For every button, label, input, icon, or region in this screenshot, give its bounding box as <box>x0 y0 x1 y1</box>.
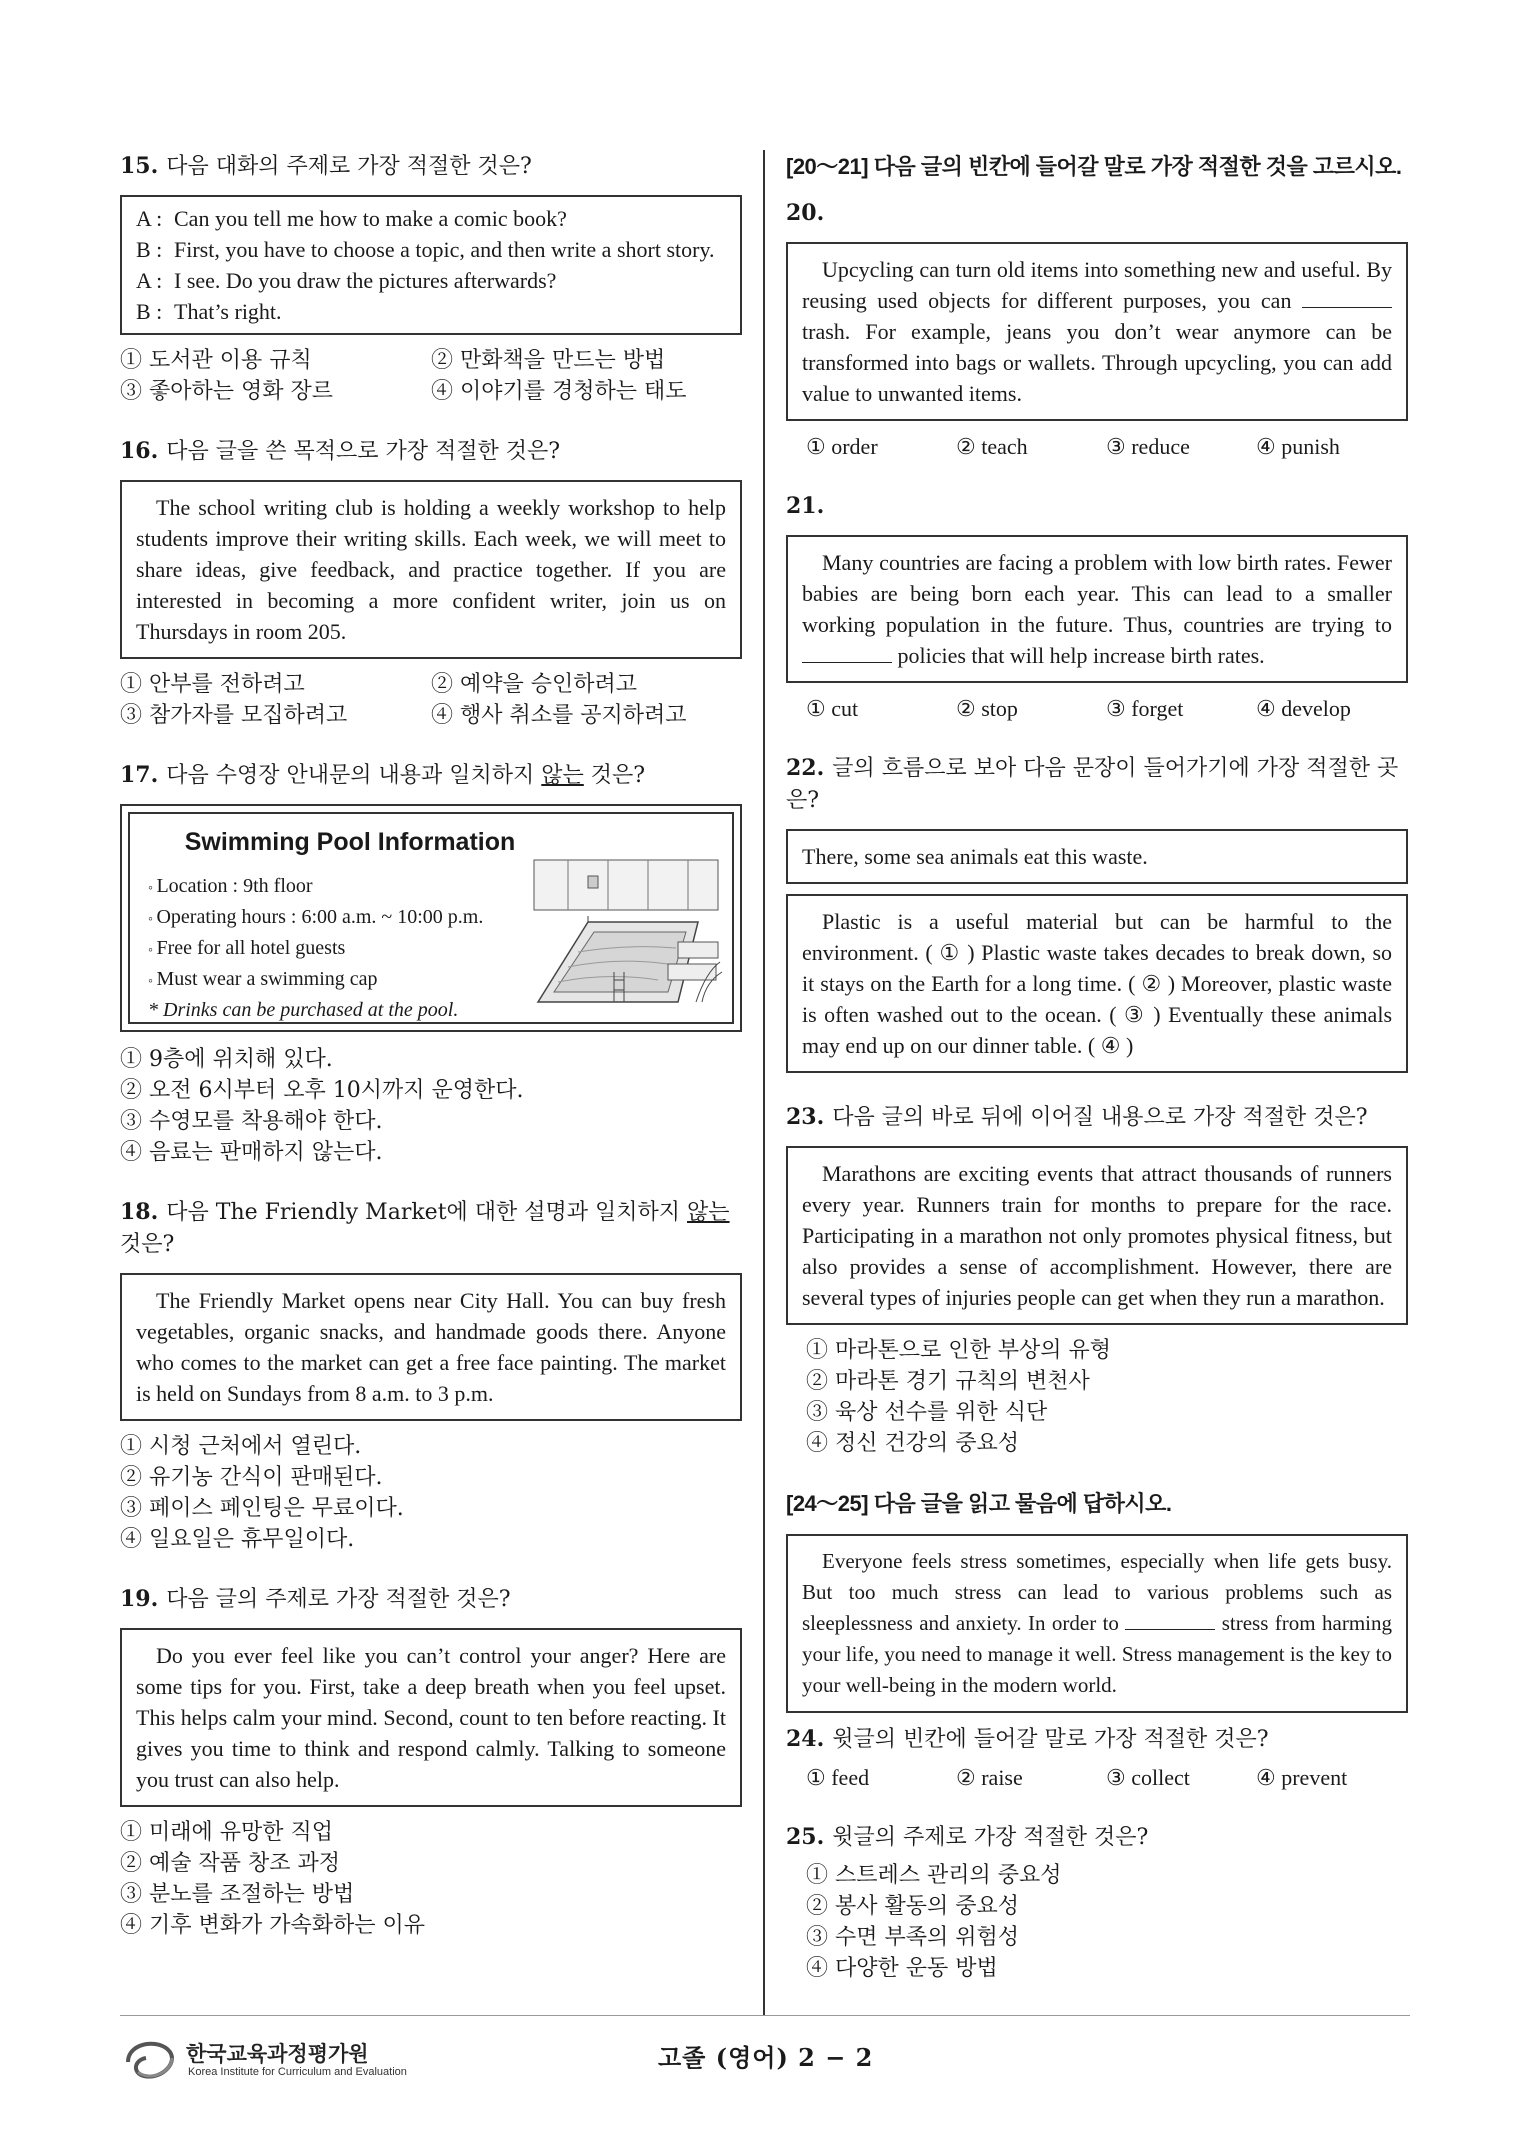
left-column <box>120 150 742 1969</box>
question-number: 17. <box>120 762 159 788</box>
option-1[interactable]: ① 미래에 유망한 직업 <box>120 1820 333 1845</box>
question-number: 16. <box>120 438 159 464</box>
passage-text: Everyone feels stress sometimes, especially when life gets busy. But too much stress can lead to various problems such as sleeplessness and anxiety. In order to stress from harming your life, you need to manage it well. Stress management is the key to your well-being in the modern world. <box>802 1549 1392 1697</box>
passage-text: The school writing club is holding a weekly workshop to help students improve their writing skills. Each week, we will meet to share ideas, give feedback, and practice together. If you are interested in becoming a more confident writer, join us on Thursdays in room 205. <box>136 495 726 644</box>
option-4[interactable]: ④ 행사 취소를 공지하려고 <box>431 703 687 728</box>
page-footer <box>120 2032 1410 2092</box>
question-text: 글의 흐름으로 보아 다음 문장이 들어가기에 가장 적절한 곳은? <box>786 756 1399 813</box>
answer-options <box>120 1044 742 1168</box>
option-1[interactable]: ① 마라톤으로 인한 부상의 유형 <box>806 1338 1111 1363</box>
option-2[interactable]: ② 마라톤 경기 규칙의 변천사 <box>806 1369 1090 1394</box>
passage-box <box>786 1146 1408 1325</box>
page-number: 고졸 (영어) 2 − 2 <box>658 2043 874 2072</box>
section-heading-20-21: [20～21] 다음 글의 빈칸에 들어갈 말로 가장 적절한 것을 고르시오. <box>786 154 1402 179</box>
given-sentence-box <box>786 829 1408 884</box>
answer-options <box>120 1431 742 1555</box>
passage-box <box>786 1534 1408 1713</box>
passage-text: Upcycling can turn old items into something new and useful. By reusing used objects for different purposes, you can trash. For example, jeans you don’t wear anymore can be transformed into bags or wallets. Through upcycling, you can add value to unwanted items. <box>802 257 1392 406</box>
passage-text: Many countries are facing a problem with low birth rates. Fewer babies are being born each year. This can lead to a smaller working population in the future. Thus, countries are trying to policies that will help increase birth rates. <box>802 550 1392 668</box>
underlined-word: 않는 <box>687 1200 730 1225</box>
given-sentence: There, some sea animals eat this waste. <box>802 844 1148 869</box>
kice-logo <box>120 2032 410 2088</box>
question-number: 22. <box>786 755 825 781</box>
option-1[interactable]: ① 시청 근처에서 열린다. <box>120 1434 362 1459</box>
option-2[interactable]: ② 만화책을 만드는 방법 <box>431 348 666 373</box>
option-4[interactable]: ④ 음료는 판매하지 않는다. <box>120 1140 383 1165</box>
dialog-line: A : I see. Do you draw the pictures afterwards? <box>136 268 557 293</box>
answer-options <box>786 1335 1408 1459</box>
kice-logo-icon <box>120 2032 180 2088</box>
passage-box <box>786 535 1408 683</box>
question-20-stem <box>786 197 1408 230</box>
passage-box <box>786 894 1408 1073</box>
question-number: 21. <box>786 493 825 519</box>
answer-options <box>120 669 742 731</box>
option-1[interactable]: ① 도서관 이용 규칙 <box>120 348 312 373</box>
option-3[interactable]: ③ 페이스 페인팅은 무료이다. <box>120 1496 404 1521</box>
passage-box <box>120 1273 742 1421</box>
pool-illustration <box>528 852 724 1018</box>
dialog-line: B : First, you have to choose a topic, and then write a short story. <box>136 237 715 262</box>
underlined-word: 않는 <box>541 763 584 788</box>
question-25-stem <box>786 1821 1408 1854</box>
question-text: 윗글의 주제로 가장 적절한 것은? <box>832 1825 1149 1850</box>
option-1[interactable]: ① order <box>806 434 878 459</box>
option-2[interactable]: ② teach <box>956 434 1028 459</box>
option-3[interactable]: ③ 육상 선수를 위한 식단 <box>806 1400 1048 1425</box>
option-4[interactable]: ④ 정신 건강의 중요성 <box>806 1431 1019 1456</box>
option-4[interactable]: ④ develop <box>1256 696 1351 721</box>
option-3[interactable]: ③ 수면 부족의 위험성 <box>806 1925 1019 1950</box>
option-4[interactable]: ④ 기후 변화가 가속화하는 이유 <box>120 1913 425 1938</box>
option-3[interactable]: ③ 좋아하는 영화 장르 <box>120 379 333 404</box>
question-text: 다음 글의 바로 뒤에 이어질 내용으로 가장 적절한 것은? <box>832 1105 1368 1130</box>
answer-options <box>120 345 742 407</box>
answer-options <box>786 693 1408 724</box>
question-number: 18. <box>120 1199 159 1225</box>
passage-text: Do you ever feel like you can’t control your anger? Here are some tips for you. First, take a deep breath when you feel upset. This helps calm your mind. Second, count to ten before reacting. It gives you time to think and respond calmly. Talking to someone you trust can also help. <box>136 1643 726 1792</box>
answer-options <box>786 1762 1408 1793</box>
option-3[interactable]: ③ reduce <box>1106 434 1190 459</box>
answer-blank <box>802 644 892 663</box>
option-4[interactable]: ④ 다양한 운동 방법 <box>806 1956 998 1981</box>
question-number: 20. <box>786 200 825 226</box>
pool-notice <box>120 804 742 1032</box>
answer-blank <box>1302 289 1392 308</box>
passage-text: Marathons are exciting events that attract thousands of runners every year. Runners train for months to prepare for the race. Participating in a marathon not only promotes physical fitness, but also provides a sense of accomplishment. However, there are several types of injuries people can get when they run a marathon. <box>802 1161 1392 1310</box>
question-15-stem <box>120 150 742 183</box>
option-2[interactable]: ② raise <box>956 1765 1023 1790</box>
question-24-stem <box>786 1723 1408 1756</box>
dialog-box <box>120 195 742 335</box>
passage-box <box>120 480 742 659</box>
question-19-stem <box>120 1583 742 1616</box>
notice-item: ◦ Free for all hotel guests <box>148 934 483 965</box>
option-1[interactable]: ① cut <box>806 696 859 721</box>
notice-item: ◦ Must wear a swimming cap <box>148 965 483 996</box>
question-17-stem: 17. 다음 수영장 안내문의 내용과 일치하지 않는 것은? <box>120 762 646 788</box>
answer-options <box>120 1817 742 1941</box>
option-2[interactable]: ② 예약을 승인하려고 <box>431 672 638 697</box>
passage-box <box>120 1628 742 1807</box>
question-text: 다음 대화의 주제로 가장 적절한 것은? <box>166 154 532 179</box>
notice-item: ◦ Location : 9th floor <box>148 872 483 903</box>
notice-list <box>148 872 483 1025</box>
option-1[interactable]: ① 스트레스 관리의 중요성 <box>806 1863 1062 1888</box>
right-column <box>786 150 1408 2012</box>
option-4[interactable]: ④ prevent <box>1256 1765 1348 1790</box>
notice-title: Swimming Pool Information <box>184 828 516 856</box>
question-text: 윗글의 빈칸에 들어갈 말로 가장 적절한 것은? <box>832 1727 1269 1752</box>
option-4[interactable]: ④ 이야기를 경청하는 태도 <box>431 379 687 404</box>
dialog-line: A : Can you tell me how to make a comic book? <box>136 206 567 231</box>
question-number: 15. <box>120 153 159 179</box>
answer-options <box>786 1860 1408 1984</box>
dialog-line: B : That’s right. <box>136 299 282 324</box>
logo-english-text: Korea Institute for Curriculum and Evaluation <box>188 2066 407 2078</box>
question-number: 19. <box>120 1586 159 1612</box>
question-23-stem <box>786 1101 1408 1134</box>
option-2[interactable]: ② 유기농 간식이 판매된다. <box>120 1465 383 1490</box>
logo-korean-text: 한국교육과정평가원 <box>186 2042 369 2066</box>
option-3[interactable]: ③ collect <box>1106 1765 1190 1790</box>
option-2[interactable]: ② 봉사 활동의 중요성 <box>806 1894 1019 1919</box>
question-22-stem <box>786 752 1408 817</box>
option-3[interactable]: ③ 참가자를 모집하려고 <box>120 703 348 728</box>
question-text: 다음 글을 쓴 목적으로 가장 적절한 것은? <box>166 439 561 464</box>
question-16-stem <box>120 435 742 468</box>
footer-rule <box>120 2015 1410 2016</box>
column-divider <box>763 150 765 2015</box>
notice-note: * Drinks can be purchased at the pool. <box>148 999 459 1021</box>
passage-text: Plastic is a useful material but can be harmful to the environment. ( ① ) Plastic waste takes decades to break down, so it stays on the Earth for a long time. ( ② ) Moreover, plastic waste is often washed out to the ocean. ( ③ ) Eventually these animals may end up on our dinner table. ( ④ ) <box>802 909 1392 1058</box>
answer-blank <box>1125 1611 1215 1630</box>
question-number: 25. <box>786 1824 825 1850</box>
option-1[interactable]: ① 9층에 위치해 있다. <box>120 1047 333 1072</box>
question-number: 23. <box>786 1104 825 1130</box>
option-4[interactable]: ④ punish <box>1256 434 1340 459</box>
notice-item: ◦ Operating hours : 6:00 a.m. ~ 10:00 p.m. <box>148 903 483 934</box>
option-2[interactable]: ② 예술 작품 창조 과정 <box>120 1851 340 1876</box>
option-3[interactable]: ③ 분노를 조절하는 방법 <box>120 1882 355 1907</box>
option-1[interactable]: ① 안부를 전하려고 <box>120 672 305 697</box>
question-number: 24. <box>786 1726 825 1752</box>
option-2[interactable]: ② stop <box>956 696 1018 721</box>
option-2[interactable]: ② 오전 6시부터 오후 10시까지 운영한다. <box>120 1078 524 1103</box>
option-3[interactable]: ③ 수영모를 착용해야 한다. <box>120 1109 383 1134</box>
question-18-stem: 18. 다음 The Friendly Market에 대한 설명과 일치하지 않는 것은? <box>120 1199 730 1257</box>
passage-text: The Friendly Market opens near City Hall. You can buy fresh vegetables, organic snacks, and handmade goods there. Anyone who comes to the market can get a free face painting. The market is held on Sundays from 8 a.m. to 3 p.m. <box>136 1288 726 1406</box>
question-21-stem <box>786 490 1408 523</box>
question-text: 다음 글의 주제로 가장 적절한 것은? <box>166 1587 511 1612</box>
option-1[interactable]: ① feed <box>806 1765 870 1790</box>
option-4[interactable]: ④ 일요일은 휴무일이다. <box>120 1527 355 1552</box>
passage-box <box>786 242 1408 421</box>
answer-options <box>786 431 1408 462</box>
section-heading-24-25: [24～25] 다음 글을 읽고 물음에 답하시오. <box>786 1491 1172 1516</box>
option-3[interactable]: ③ forget <box>1106 696 1184 721</box>
